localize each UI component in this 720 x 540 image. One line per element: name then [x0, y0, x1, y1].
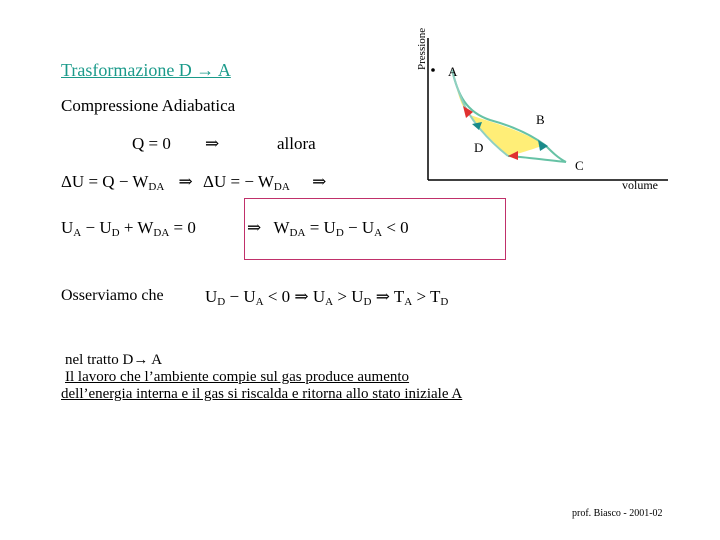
credit-footer: prof. Biasco - 2001-02: [572, 508, 663, 519]
eq-observation: $U_D - U_A < 0$ ⇒ $U_A > U_D$ ⇒ $T_A > T_D$: [205, 287, 449, 308]
implies-symbol: ⇒: [205, 134, 220, 153]
observe-label: Osserviamo che: [61, 287, 164, 304]
point-d-label: D: [474, 140, 484, 155]
point-b-label: B: [536, 112, 545, 127]
subtitle: Compressione Adiabatica: [61, 96, 236, 115]
point-a-marker: [431, 68, 435, 72]
eq-first-law: $\Delta U = Q - W_{DA}$ ⇒ ΔU = − $W_{DA}$ ⇒: [61, 172, 327, 193]
allora-text: allora: [277, 134, 316, 153]
note-line-3: dell’energia interna e il gas si riscalda e ritorna allo stato iniziale A: [61, 386, 463, 402]
point-a-label: A: [448, 64, 458, 79]
arrow-bc-icon: [538, 140, 548, 151]
note-line-2: Il lavoro che l’ambiente compie sul gas produce aumento: [65, 369, 410, 385]
x-axis-label: volume: [622, 178, 658, 192]
eq-q-zero: Q = 0: [132, 134, 171, 153]
note-line-1: nel tratto D→ A: [65, 352, 163, 368]
page-title: Trasformazione D → A: [61, 60, 231, 80]
y-axis-label: Pressione: [416, 27, 428, 70]
point-c-label: C: [575, 158, 584, 173]
eq-energy-balance: $U_A - U_D + W_{DA} = 0$: [61, 218, 196, 239]
eq-boxed-result: ⇒ $W_{DA} = U_D - U_A < 0$: [247, 218, 409, 239]
